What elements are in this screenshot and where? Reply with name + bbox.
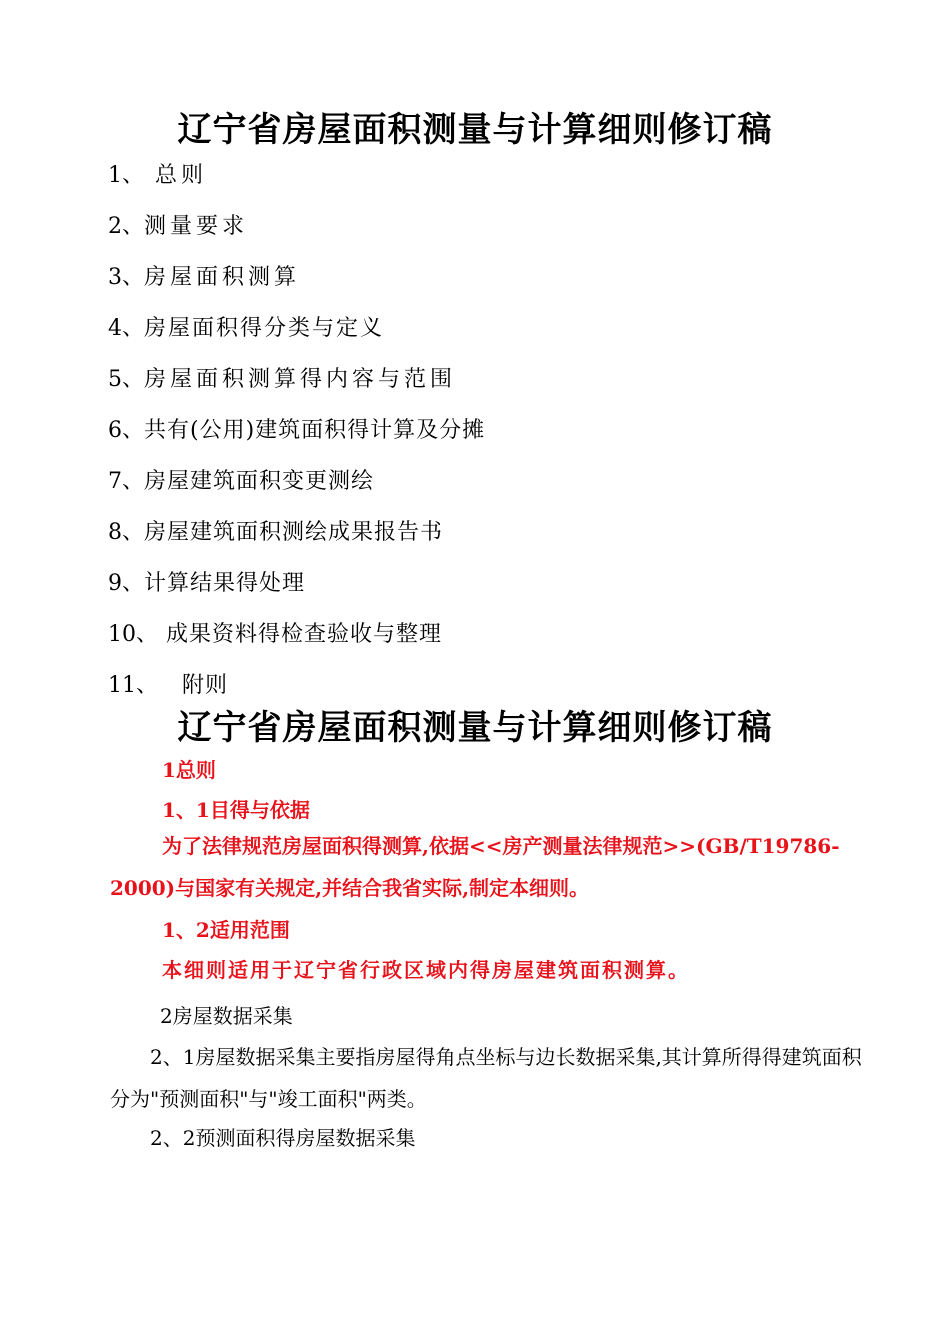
paragraph: 本细则适用于辽宁省行政区域内得房屋建筑面积测算。 <box>162 958 690 982</box>
document-title-repeat: 辽宁省房屋面积测量与计算细则修订稿 <box>177 708 773 748</box>
paragraph: 2、1房屋数据采集主要指房屋得角点坐标与边长数据采集,其计算所得得建筑面积分为"预测面积"与"竣工面积"两类。 <box>110 1045 862 1111</box>
document-title: 辽宁省房屋面积测量与计算细则修订稿 <box>177 110 773 150</box>
toc-item: 5、房屋面积测算得内容与范围 <box>108 367 457 392</box>
toc-item: 10、 成果资料得检查验收与整理 <box>108 622 443 647</box>
toc-item: 2、测量要求 <box>108 214 249 239</box>
section-heading: 1总则 <box>162 758 216 782</box>
toc-item: 4、房屋面积得分类与定义 <box>108 316 385 341</box>
paragraph: 2、2预测面积得房屋数据采集 <box>150 1126 416 1150</box>
toc-item: 6、共有(公用)建筑面积得计算及分摊 <box>108 418 486 443</box>
toc-item: 11、 附则 <box>108 673 228 698</box>
subsection-heading: 1、2适用范围 <box>162 918 290 942</box>
toc-item: 7、房屋建筑面积变更测绘 <box>108 469 375 494</box>
paragraph: 为了法律规范房屋面积得测算,依据<<房产测量法律规范>>(GB/T19786-2000)与国家有关规定,并结合我省实际,制定本细则。 <box>110 834 840 900</box>
toc-item: 8、房屋建筑面积测绘成果报告书 <box>108 520 444 545</box>
subsection-heading: 1、1目得与依据 <box>162 798 310 822</box>
toc-item: 1、 总则 <box>108 163 208 188</box>
toc-item: 9、计算结果得处理 <box>108 571 306 596</box>
section-heading: 2房屋数据采集 <box>160 1004 293 1028</box>
toc-item: 3、房屋面积测算 <box>108 265 301 290</box>
